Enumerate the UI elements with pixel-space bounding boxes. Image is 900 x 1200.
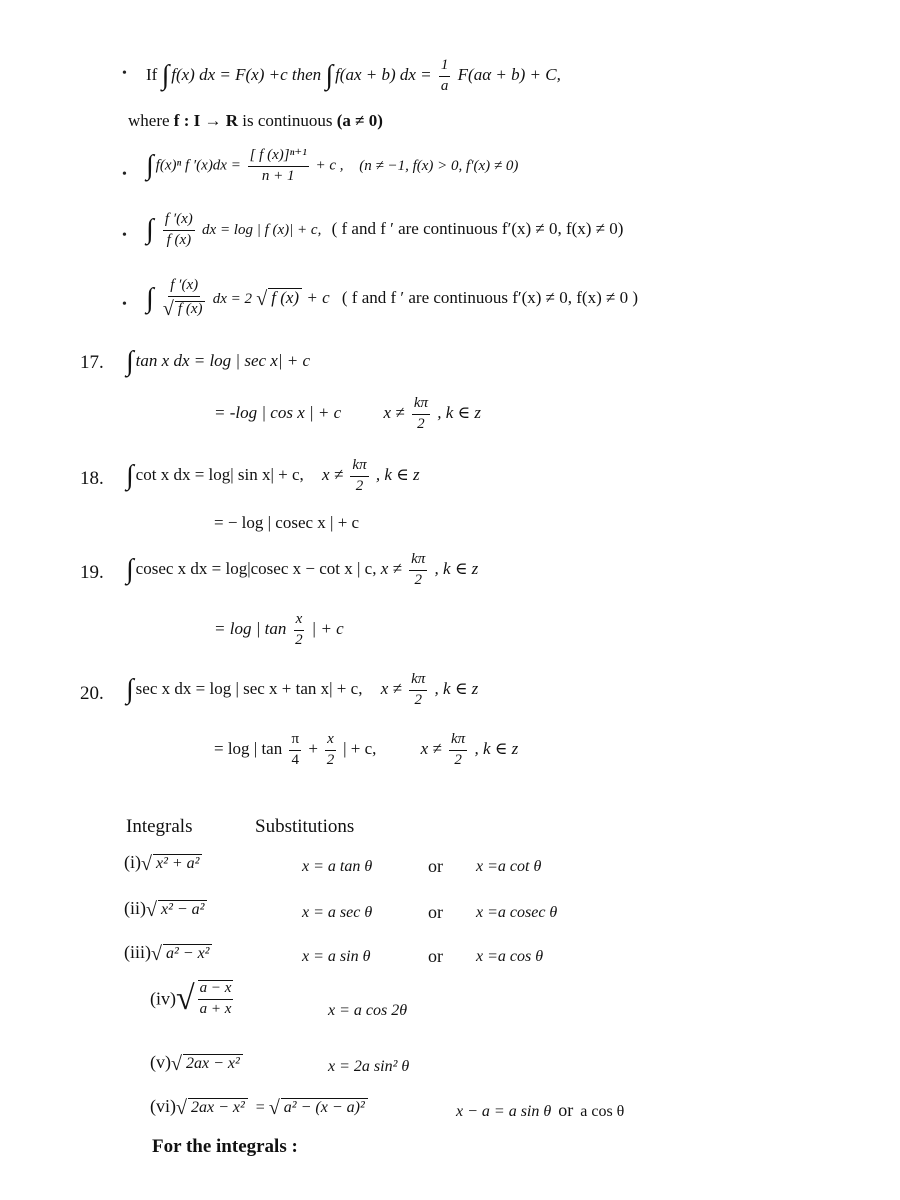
or-word: or <box>428 902 443 922</box>
bullet-marker: • <box>122 66 127 81</box>
bullet-marker: • <box>122 297 127 312</box>
substitution-i-1: x = a tan θ <box>302 858 373 875</box>
formula-17-line1: ∫ tan x dx = log | sec x| + c <box>126 346 311 377</box>
integral-row-iii: (iii)√ a² − x² <box>124 942 212 966</box>
item-number: 20. <box>80 683 104 704</box>
formula-19-line2: = log | tan $\frac{x}{2}$ | + c <box>214 611 344 648</box>
item-number: 19. <box>80 562 104 583</box>
item-number: 18. <box>80 468 104 489</box>
integral-row-i: (i)√ x² + a² <box>124 852 202 876</box>
formula-bullet-4: ∫ $\frac{f '(x)}{√ f (x)}$ dx = 2 √ f (x) + c ( f and f ′ are continuous f′(x) ≠ 0, f(x) ≠ 0 ) <box>146 277 638 320</box>
header-substitutions: Substitutions <box>255 816 355 837</box>
or-word: or <box>428 946 443 966</box>
formula-20-line2: = log | tan $\frac{\pi}{4}$ + $\frac{x}{2}$ | + c, x ≠ $\frac{k\pi}{2}$ , k ∈ z <box>214 731 519 768</box>
substitution-ii-1: x = a sec θ <box>302 904 373 921</box>
formula-19-line1: ∫ cosec x dx = log|cosec x − cot x | c, x ≠ $\frac{k\pi}{2}$ , k ∈ z <box>126 551 479 588</box>
where-clause: where f : I → R is continuous (a ≠ 0) <box>128 111 383 130</box>
header-integrals: Integrals <box>126 816 193 837</box>
formula-17-line2: = -log | cos x | + c x ≠ $\frac{k\pi}{2}$ , k ∈ z <box>214 395 482 432</box>
formula-bullet-1: If ∫ f(x) dx = F(x) +c then ∫ f(ax + b) dx = $\frac{1}{a}$ F(aα + b) + C, <box>146 57 561 94</box>
formula-18-line1: ∫ cot x dx = log| sin x| + c, x ≠ $\frac{k\pi}{2}$ , k ∈ z <box>126 457 420 494</box>
integral-row-iv: (iv)√ $\frac{a - x}{a + x}$ <box>150 980 232 1017</box>
substitution-iv: x = a cos 2θ <box>328 1002 408 1019</box>
formula-20-line1: ∫ sec x dx = log | sec x + tan x| + c, x ≠ $\frac{k\pi}{2}$ , k ∈ z <box>126 671 479 708</box>
section-heading: For the integrals : <box>152 1136 298 1157</box>
substitution-iii-1: x = a sin θ <box>302 948 371 965</box>
or-word: or <box>428 856 443 876</box>
substitution-i-2: x =a cot θ <box>476 858 542 875</box>
bullet-marker: • <box>122 228 127 243</box>
substitution-ii-2: x =a cosec θ <box>476 904 558 921</box>
formula-bullet-3: ∫ $\frac{f '(x)}{f (x)}$ dx = log | f (x)| + c, ( f and f ′ are continuous f′(x) ≠ 0, f(x) ≠ 0) <box>146 211 624 248</box>
integral-row-v: (v)√ 2ax − x² <box>150 1052 243 1076</box>
integral-row-ii: (ii)√ x² − a² <box>124 898 207 922</box>
substitution-iii-2: x =a cos θ <box>476 948 544 965</box>
item-number: 17. <box>80 352 104 373</box>
bullet-marker: • <box>122 167 127 182</box>
substitution-v: x = 2a sin² θ <box>328 1058 410 1075</box>
substitution-vi: x − a = a sin θ or a cos θ <box>456 1100 625 1120</box>
integral-row-vi: (vi)√ 2ax − x² = √ a² − (x − a)² <box>150 1096 368 1120</box>
formula-bullet-2: ∫ f(x)ⁿ f ′(x)dx = $\frac{\text{[ f (x)]ⁿ⁺¹}}{n + 1}$ + c , (n ≠ −1, f(x) > 0, f′(x) ≠ 0) <box>146 147 519 184</box>
formula-18-line2: = − log | cosec x | + c <box>214 513 360 532</box>
